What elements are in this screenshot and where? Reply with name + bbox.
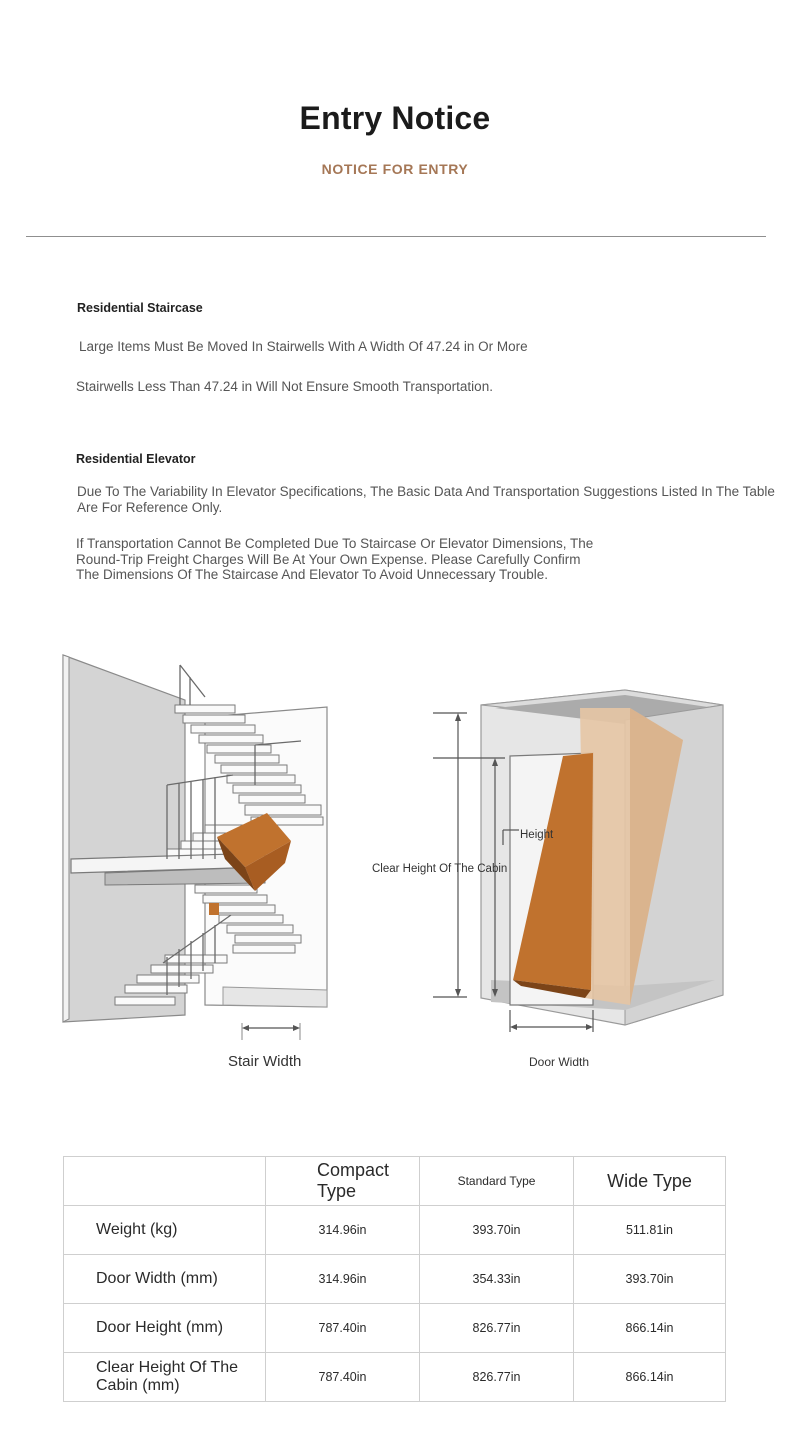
staircase-heading: Residential Staircase <box>77 301 203 315</box>
table-cell: 393.70in <box>574 1255 726 1304</box>
table-corner-cell <box>64 1157 266 1206</box>
table-cell: 393.70in <box>420 1206 574 1255</box>
table-cell: 511.81in <box>574 1206 726 1255</box>
table-cell: 787.40in <box>266 1304 420 1353</box>
table-header-row <box>64 1157 726 1206</box>
table-cell: 826.77in <box>420 1353 574 1402</box>
staircase-text-2: Stairwells Less Than 47.24 in Will Not Ensure Smooth Transportation. <box>76 379 493 394</box>
cabin-height-label: Clear Height Of The Cabin <box>372 863 508 875</box>
elevator-text-1: Due To The Variability In Elevator Specifications, The Basic Data And Transportation Suggestions Listed In The Table Are For Reference Only. <box>77 484 775 515</box>
table-cell: 787.40in <box>266 1353 420 1402</box>
header-divider <box>26 236 766 237</box>
staircase-text-1: Large Items Must Be Moved In Stairwells With A Width Of 47.24 in Or More <box>79 339 528 354</box>
col-header-wide: Wide Type <box>574 1157 726 1206</box>
table-row <box>64 1304 726 1353</box>
page-subtitle: NOTICE FOR ENTRY <box>321 161 469 177</box>
col-header-compact: Compact Type <box>266 1157 420 1206</box>
table-cell: 826.77in <box>420 1304 574 1353</box>
table-cell: 866.14in <box>574 1304 726 1353</box>
table-cell: 354.33in <box>420 1255 574 1304</box>
elevator-heading: Residential Elevator <box>76 452 196 466</box>
col-header-standard: Standard Type <box>420 1157 574 1206</box>
elevator-text-2-line: If Transportation Cannot Be Completed Due To Staircase Or Elevator Dimensions, The <box>76 536 594 551</box>
table-row <box>64 1206 726 1255</box>
row-label-door-height: Door Height (mm) <box>64 1304 266 1353</box>
table-cell: 314.96in <box>266 1255 420 1304</box>
elevator-illustration <box>425 680 735 1035</box>
page-title: Entry Notice <box>299 100 491 136</box>
elevator-text-2 <box>76 536 636 583</box>
elevator-text-2-line: Round-Trip Freight Charges Will Be At Your Own Expense. Please Carefully Confirm <box>76 551 581 567</box>
stair-width-label: Stair Width <box>228 1053 302 1070</box>
row-label-door-width: Door Width (mm) <box>64 1255 266 1304</box>
spec-table <box>63 1156 726 1402</box>
height-label: Height <box>520 829 554 841</box>
door-width-label: Door Width <box>529 1055 590 1069</box>
table-row <box>64 1255 726 1304</box>
row-label-weight: Weight (kg) <box>64 1206 266 1255</box>
table-cell: 866.14in <box>574 1353 726 1402</box>
row-label-cabin-height: Clear Height Of The Cabin (mm) <box>64 1353 266 1402</box>
table-cell: 314.96in <box>266 1206 420 1255</box>
table-row <box>64 1353 726 1402</box>
elevator-text-2-line: The Dimensions Of The Staircase And Elevator To Avoid Unnecessary Trouble. <box>76 567 548 582</box>
staircase-illustration <box>55 645 345 1045</box>
